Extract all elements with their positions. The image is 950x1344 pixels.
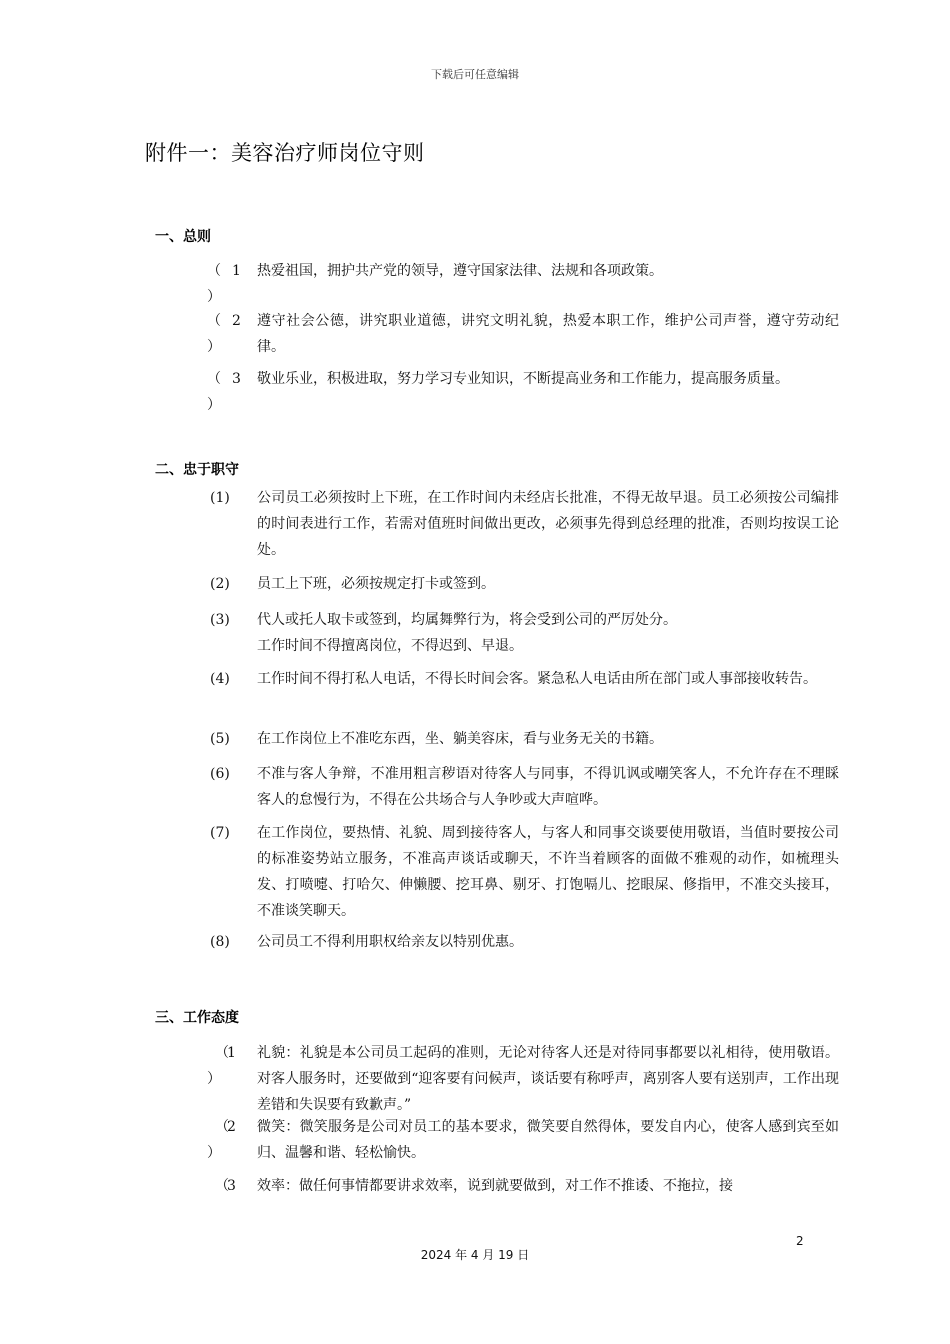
item-number [207,666,257,692]
item-text: 微笑：微笑服务是公司对员工的基本要求，微笑要自然得体，要发自内心，使客人感到宾至如归、温馨和谐、轻松愉快。 [257,1119,839,1161]
list-item [207,820,839,924]
item-text: 热爱祖国，拥护共产党的领导，遵守国家法律、法规和各项政策。 [257,263,663,279]
item-number [207,366,257,413]
list-item [207,308,839,360]
footer-date: 2024 年 4 月 19 日 [420,1248,530,1262]
list-item [207,929,839,955]
item-text: 在工作岗位上不准吃东西，坐、躺美容床，看与业务无关的书籍。 [257,731,663,747]
item-number [207,571,257,597]
item-number [207,820,257,924]
item-number [207,929,257,955]
item-number [207,308,257,360]
paren-open: （ [207,371,221,387]
item-digit: 2 [227,1119,236,1135]
paren-close: ） [207,397,221,413]
item-label: (2) [210,576,230,592]
item-number [207,1114,257,1166]
item-digit: 1 [227,1045,236,1061]
list-item [207,607,839,659]
list-item [207,761,839,813]
item-text: 效率：做任何事情都要讲求效率，说到就要做到，对工作不推诿、不拖拉，接 [257,1178,733,1194]
paren-close: ） [207,339,221,355]
list-item [207,666,839,692]
item-text: 在工作岗位，要热情、礼貌、周到接待客人，与客人和同事交谈要使用敬语，当值时要按公司的标准姿势站立服务，不准高声谈话或聊天，不许当着顾客的面做不雅观的动作，如梳理头发、打喷嚏、打哈欠、伸懒腰、挖耳鼻、剔牙、打饱嗝儿、挖眼屎、修指甲，不准交头接耳，不准谈笑聊天。 [257,825,839,919]
document-title: 附件一：美容治疗师岗位守则 [145,141,425,165]
paren-open: （ [207,313,221,329]
item-text: 公司员工不得利用职权给亲友以特别优惠。 [257,934,523,950]
item-text: 员工上下班，必须按规定打卡或签到。 [257,576,495,592]
item-text: 工作时间不得擅离岗位，不得迟到、早退。 [257,638,523,654]
item-text: 不准与客人争辩，不准用粗言秽语对待客人与同事，不得讥讽或嘲笑客人，不允许存在不理睬客人的怠慢行为，不得在公共场合与人争吵或大声喧哗。 [257,766,839,808]
paren-close: ） [207,1145,221,1161]
list-item [207,726,839,752]
item-label: (1) [210,490,230,506]
item-label: (4) [210,671,230,687]
item-text: 遵守社会公德，讲究职业道德，讲究文明礼貌，热爱本职工作，维护公司声誉，遵守劳动纪律。 [257,313,839,355]
item-digit: 1 [232,263,241,279]
item-number [207,761,257,813]
item-digit: 2 [232,313,241,329]
item-text: 工作时间不得打私人电话，不得长时间会客。紧急私人电话由所在部门或人事部接收转告。 [257,671,817,687]
list-item [207,571,839,597]
paren-open: （ [215,1178,229,1194]
item-text: 代人或托人取卡或签到，均属舞弊行为，将会受到公司的严厉处分。 [257,612,677,628]
paren-open: （ [215,1045,229,1061]
item-label: (8) [210,934,230,950]
item-number [207,1040,257,1118]
list-item [207,1114,839,1166]
item-number [207,607,257,659]
item-label: (3) [210,612,230,628]
header-note: 下载后可任意编辑 [431,68,519,81]
item-digit: 3 [227,1178,236,1194]
section-heading: 三、工作态度 [155,1010,239,1026]
list-item [207,1173,839,1199]
section-heading: 二、忠于职守 [155,462,239,478]
item-text: 礼貌：礼貌是本公司员工起码的准则，无论对待客人还是对待同事都要以礼相待，使用敬语。对客人服务时，还要做到“迎客要有问候声，谈话要有称呼声，离别客人要有送别声，工作出现差错和失误要有致歉声。” [257,1045,839,1113]
item-label: (7) [210,825,230,841]
page-number: 2 [796,1234,804,1248]
item-label: (6) [210,766,230,782]
paren-close: ） [207,1071,221,1087]
item-number [207,1173,257,1199]
item-digit: 3 [232,371,241,387]
paren-close: ） [207,289,221,305]
item-number [207,258,257,305]
list-item [207,366,839,413]
list-item [207,1040,839,1118]
section-heading: 一、总则 [155,229,211,245]
list-item [207,485,839,563]
list-item [207,258,839,305]
paren-open: （ [207,263,221,279]
paren-open: （ [215,1119,229,1135]
item-text: 敬业乐业，积极进取，努力学习专业知识，不断提高业务和工作能力，提高服务质量。 [257,371,789,387]
item-text: 公司员工必须按时上下班，在工作时间内未经店长批准，不得无故早退。员工必须按公司编排的时间表进行工作，若需对值班时间做出更改，必须事先得到总经理的批准，否则均按误工论处。 [257,490,839,558]
item-label: (5) [210,731,230,747]
item-number [207,485,257,563]
item-number [207,726,257,752]
